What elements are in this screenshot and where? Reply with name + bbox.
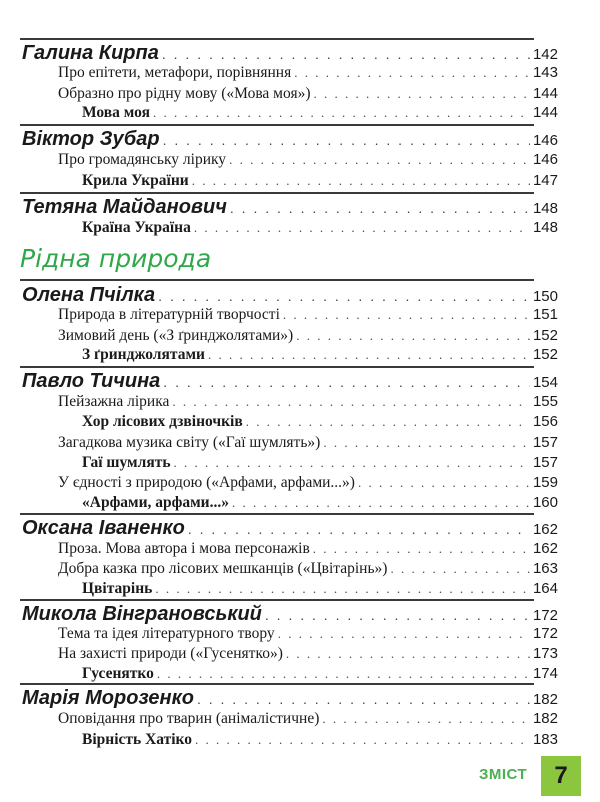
dot-leader [163,132,530,148]
entry-page-number: 174 [532,665,558,682]
entry-title: Марія Морозенко [22,687,194,709]
entry-title: Гаї шумлять [82,454,171,471]
toc-entry-work [82,731,558,749]
entry-title: Микола Вінграновський [22,603,262,625]
entry-page-number: 152 [532,327,558,344]
entry-page-number: 147 [532,172,558,189]
dot-leader [157,666,530,682]
entry-page-number: 143 [532,64,558,81]
toc-entry-work [82,454,558,472]
entry-title: Пейзажна лірика [58,393,170,410]
dot-leader [172,394,530,410]
toc-entry-topic [58,151,558,169]
entry-title: Тетяна Майданович [22,196,227,218]
entry-page-number: 172 [532,625,558,642]
dot-leader [188,521,530,537]
entry-title: Олена Пчілка [22,284,156,306]
entry-page-number: 154 [532,374,558,391]
entry-title: Оксана Іваненко [22,517,185,539]
entry-title: Вірність Хатіко [82,731,193,748]
dot-leader [153,105,530,121]
entry-page-number: 156 [532,413,558,430]
entry-page-number: 159 [532,474,558,491]
page-number: 7 [554,762,568,789]
entry-page-number: 183 [532,731,558,748]
entry-title: Галина Кирпа [22,42,159,64]
dot-leader [158,288,530,304]
dot-leader [229,152,530,168]
entry-page-number: 157 [532,434,558,451]
entry-title: Зимовий день («З ґринджолятами») [58,327,294,344]
separator-line [20,192,534,194]
toc-entry-author [22,284,558,307]
entry-page-number: 162 [532,540,558,557]
entry-title: Образно про рідну мову («Мова моя») [58,85,311,102]
toc-entry-author [22,687,558,710]
entry-title: Оповідання про тварин (анімалістичне) [58,710,320,727]
entry-title: На захисті природи («Гусенятко») [58,645,283,662]
dot-leader [323,435,530,451]
dot-leader [313,541,530,557]
entry-title: Про громадянську лірику [58,151,227,168]
entry-page-number: 148 [532,200,558,217]
separator-line [20,513,534,515]
separator-line [20,366,534,368]
entry-page-number: 157 [532,454,558,471]
toc-entry-topic [58,710,558,728]
dot-leader [195,732,530,748]
dot-leader [232,495,530,511]
dot-leader [322,711,530,727]
toc-entry-work [82,346,558,364]
dot-leader [197,691,530,707]
entry-page-number: 182 [532,691,558,708]
entry-page-number: 162 [532,521,558,538]
toc-entry-topic [58,540,558,558]
dot-leader [294,65,530,81]
entry-title: Проза. Мова автора і мова персонажів [58,540,310,557]
dot-leader [174,455,530,471]
entry-title: Віктор Зубар [22,128,160,150]
dot-leader [230,200,530,216]
dot-leader [358,475,530,491]
entry-title: Загадкова музика світу («Гаї шумлять») [58,434,321,451]
entry-page-number: 146 [532,132,558,149]
entry-title: Гусенятко [82,665,154,682]
entry-title: Країна Україна [82,219,191,236]
dot-leader [390,561,530,577]
dot-leader [314,86,530,102]
toc-entry-author [22,370,558,393]
entry-page-number: 163 [532,560,558,577]
entry-page-number: 144 [532,85,558,102]
entry-title: Павло Тичина [22,370,161,392]
dot-leader [208,347,530,363]
entry-title: З ґринджолятами [82,346,205,363]
toc-entry-author [22,196,558,219]
entry-title: Тема та ідея літературного твору [58,625,275,642]
dot-leader [194,220,530,236]
separator-line [20,38,534,40]
entry-title: Мова моя [82,104,150,121]
entry-title: У єдності з природою («Арфами, арфами...») [58,474,355,491]
dot-leader [162,46,530,62]
entry-page-number: 155 [532,393,558,410]
entry-page-number: 160 [532,494,558,511]
entry-page-number: 152 [532,346,558,363]
entry-page-number: 151 [532,306,558,323]
toc-entry-author [22,42,558,65]
entry-title: «Арфами, арфами...» [82,494,229,511]
entry-page-number: 164 [532,580,558,597]
page-number-tab [541,756,581,796]
dot-leader [246,414,530,430]
separator-line [20,599,534,601]
toc-entry-topic [58,474,558,492]
entry-page-number: 150 [532,288,558,305]
entry-page-number: 182 [532,710,558,727]
entry-page-number: 146 [532,151,558,168]
dot-leader [163,374,530,390]
entry-page-number: 148 [532,219,558,236]
toc-entry-topic [58,306,558,324]
entry-title: Крила України [82,172,189,189]
toc-entry-topic [58,645,558,663]
entry-title: Хор лісових дзвіночків [82,413,243,430]
entry-title: Про епітети, метафори, порівняння [58,64,292,81]
entry-page-number: 144 [532,104,558,121]
toc-entry-work [82,413,558,431]
footer-label: ЗМІСТ [479,766,528,783]
entry-page-number: 142 [532,46,558,63]
separator-line [20,279,534,281]
separator-line [20,683,534,685]
dot-leader [283,307,530,323]
toc-entry-topic [58,327,558,345]
toc-entry-author [22,517,558,540]
toc-entry-topic [58,393,558,411]
toc-entry-work [82,665,558,683]
entry-page-number: 173 [532,645,558,662]
dot-leader [278,626,530,642]
dot-leader [155,581,530,597]
toc-entry-work [82,172,558,190]
toc-entry-topic [58,64,558,82]
entry-title: Цвітарінь [82,580,153,597]
dot-leader [286,646,530,662]
toc-entry-work [82,104,558,122]
separator-line [20,124,534,126]
toc-entry-topic [58,434,558,452]
toc-entry-author [22,128,558,151]
entry-page-number: 172 [532,607,558,624]
dot-leader [296,328,530,344]
dot-leader [265,607,530,623]
toc-entry-author [22,603,558,626]
toc-entry-topic [58,560,558,578]
toc-entry-topic [58,625,558,643]
dot-leader [192,173,530,189]
toc-entry-work [82,494,558,512]
toc-entry-work [82,580,558,598]
toc-entry-work [82,219,558,237]
section-title: Рідна природа [20,244,212,273]
entry-title: Природа в літературній творчості [58,306,280,323]
toc-entry-topic [58,85,558,103]
entry-title: Добра казка про лісових мешканців («Цвітарінь») [58,560,388,577]
